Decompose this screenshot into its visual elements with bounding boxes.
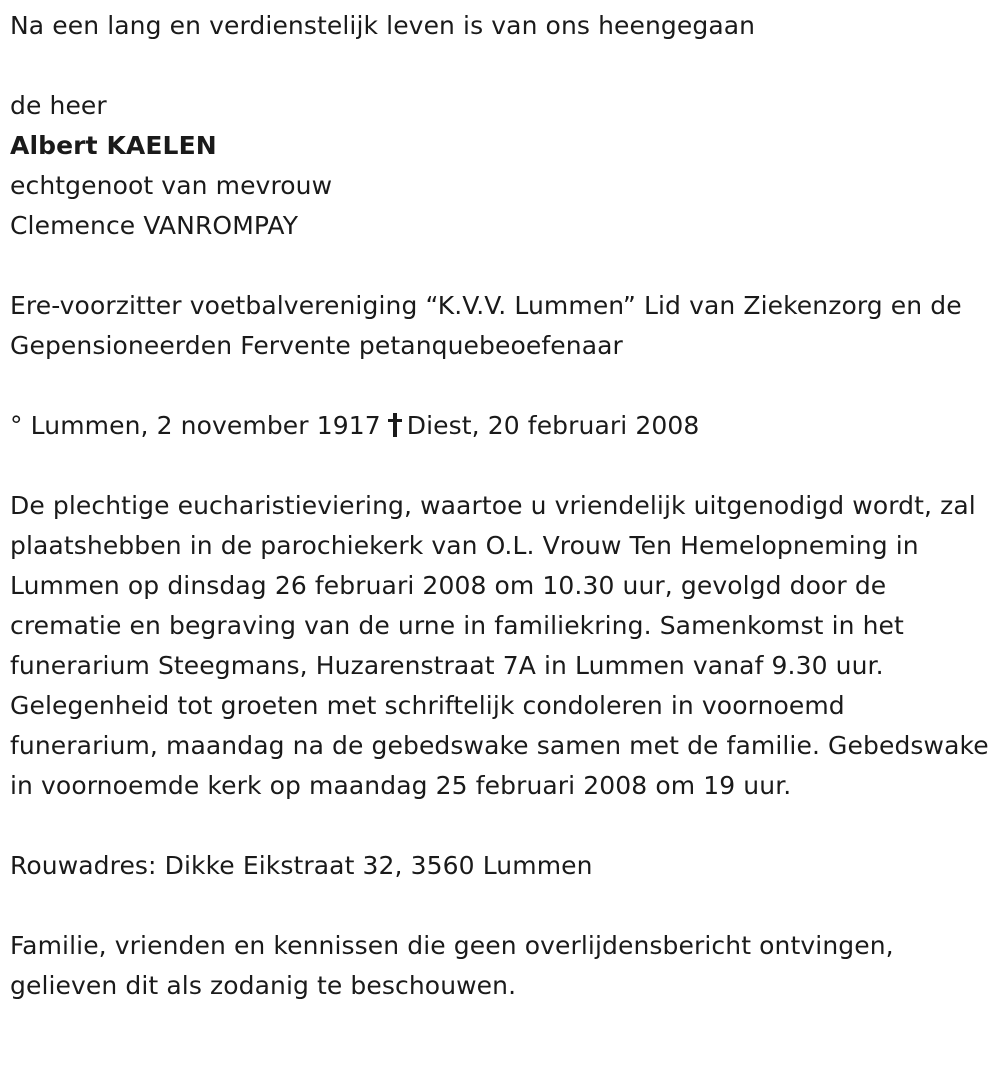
intro-text: Na een lang en verdienstelijk leven is van ons heengegaan	[10, 11, 756, 40]
closing-text: Familie, vrienden en kennissen die geen overlijdensbericht ontvingen, gelieven dit als zodanig te beschouwen.	[10, 931, 894, 1000]
death-text: Diest, 20 februari 2008	[406, 411, 700, 440]
life-dates	[10, 406, 995, 446]
cross-icon	[388, 413, 402, 437]
spouse-name: Clemence VANROMPAY	[10, 211, 299, 240]
title-text: de heer	[10, 91, 107, 120]
death-notice	[10, 6, 995, 1006]
spouse-label: echtgenoot van mevrouw	[10, 171, 333, 200]
spacer	[10, 246, 995, 286]
roles-text: Ere-voorzitter voetbalvereniging “K.V.V. Lummen” Lid van Ziekenzorg en de Gepensioneerden Fervente petanquebeoefenaar	[10, 291, 962, 360]
ceremony-text: De plechtige eucharistieviering, waartoe u vriendelijk uitgenodigd wordt, zal plaatshebben in de parochiekerk van O.L. Vrouw Ten Hemelopneming in Lummen op dinsdag 26 februari 2008 om 10.30 uur, gevolgd door de crematie en begraving van de urne in familiekring. Samenkomst in het funerarium Steegmans, Huzarenstraat 7A in Lummen vanaf 9.30 uur. Gelegenheid tot groeten met schriftelijk condoleren in voornoemd funerarium, maandag na de gebedswake samen met de familie. Gebedswake in voornoemde kerk op maandag 25 februari 2008 om 19 uur.	[10, 491, 989, 800]
spacer	[10, 806, 995, 846]
address-text: Rouwadres: Dikke Eikstraat 32, 3560 Lummen	[10, 851, 593, 880]
birth-symbol: °	[10, 411, 23, 440]
spacer	[10, 46, 995, 86]
spacer	[10, 886, 995, 926]
spacer	[10, 446, 995, 486]
birth-text: Lummen, 2 november 1917	[30, 411, 381, 440]
spacer	[10, 366, 995, 406]
deceased-name: Albert KAELEN	[10, 131, 217, 160]
